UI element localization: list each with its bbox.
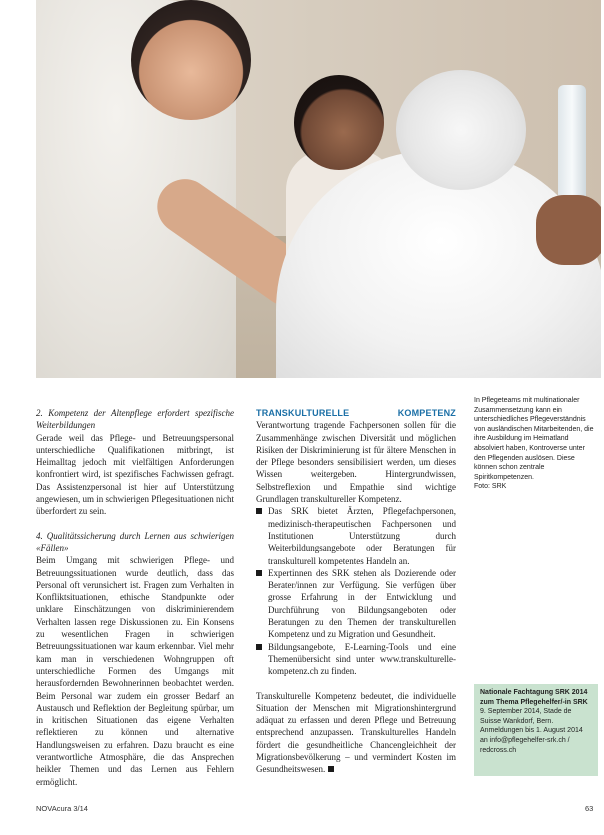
list-item: [256, 505, 456, 566]
bullet-list: [256, 505, 456, 677]
section-heading: TRANSKULTURELLE KOMPETENZ: [256, 408, 456, 418]
photo-credit: Foto: SRK: [474, 483, 507, 491]
end-mark-icon: [328, 766, 334, 772]
nurse-center-head: [294, 75, 384, 170]
bullet-square-icon: [256, 570, 262, 576]
subheading-kompetenz: 2. Kompetenz der Altenpflege erfordert spezifische Weiterbildungen: [36, 408, 234, 431]
patient-head: [396, 70, 526, 190]
intro-paragraph: [256, 407, 456, 505]
outro-paragraph: [256, 690, 456, 776]
footer-magazine: NOVAcura 3/14: [36, 804, 88, 813]
intro-text: Verantwortung tragende Fachpersonen sollen für die Zusammenhänge zwischen Diversität und möglichen Risiken der Diskriminierung ist für ältere Menschen in der Pflege besonders sensibilisiert werden, um dieses Wissen weitergeben. Hintergrundwissen, Selbstreflexion und Empathie sind wichtige Grundlagen transkultureller Kompetenz.: [256, 420, 456, 505]
subheading-qualitaet: 4. Qualitätssicherung durch Lernen aus schwierigen «Fällen»: [36, 530, 234, 553]
paragraph-kompetenz: Gerade weil das Pflege- und Betreuungspersonal unterschiedliche Qualifikationen mitbringt, ist Heimalltag jedoch mit vielfältigen Anforderungen konfrontiert wird, ist spezifisches Fachwissen gefragt. Das Assistenzpersonal ist hier auf Unterstützung angewiesen, um in schwierigen Pflegesituationen nicht überfordert zu sein.: [36, 432, 234, 517]
bullet-square-icon: [256, 508, 262, 514]
list-item: [256, 641, 456, 678]
nurse-left-head: [131, 0, 251, 120]
event-details: 9. September 2014, Stade de Suisse Wankdorf, Bern. Anmeldungen bis 1. August 2014 an info@pflegehelfer-srk.ch / redcross.ch: [480, 708, 583, 754]
event-info-box: [474, 684, 598, 776]
bullet-text: Expertinnen des SRK stehen als Dozierende oder Berater/innen zur Verfügung. Sie verfügen über grosse Erfahrung in der Entwicklung und Durchführung von Bildungsangeboten oder Beratungen zu den Themen der transkulturellen Kompetenz und zu Migration und Gesundheit.: [268, 567, 456, 640]
header-photo: [36, 0, 601, 378]
bullet-square-icon: [256, 644, 262, 650]
column-middle: [256, 407, 456, 776]
paragraph-qualitaet: Beim Umgang mit schwierigen Pflege- und Betreuungssituationen wurde deutlich, dass das Personal oft verunsichert ist. Fragen zum Verhalten in Konfliktsituationen, ethische Standpunkte oder unklare Einschätzungen von diskriminierendem Verhalten lassen rege Diskussionen zu. Ein Konsens zu wesentlichen Fragen in schwierigen Betreuungssituationen war kaum erkennbar. Viel mehr kam man in verschiedenen Wohngruppen oft unterschiedliche Formen des Umgangs mit herausfordernden Bewohnerinnen beobachtet werden. Beim Personal war zudem ein grosser Bedarf an Austausch und Reflektion der Begleitung spürbar, um in kritischen Situationen das eigene Verhalten reflektieren zu können und alternative Handlungsweisen zu erfahren. Dazu braucht es eine verantwortliche Atmosphäre, die das Ansprechen heikler Themen und das Lernen aus Fehlern ermöglicht.: [36, 555, 234, 787]
footer-page-number: 63: [585, 804, 594, 813]
event-title: Nationale Fachtagung SRK 2014 zum Thema Pflegehelfer/-in SRK: [480, 689, 588, 706]
bullet-text: Das SRK bietet Ärzten, Pflegefachpersonen, medizinisch-therapeutischen Fachpersonen und Institutionen Unterstützung durch Weiterbildungsangebote oder Beratungen für transkulturell kompetentes Handeln an.: [268, 506, 456, 566]
column-right: [474, 396, 598, 492]
outro-text: Transkulturelle Kompetenz bedeutet, die individuelle Situation der Menschen mit Migrationshintergrund adäquat zu erfassen und deren Pflege und Betreuung entsprechend anzupassen. Transkulturelles Handeln fördert die gesundheitliche Chancengleichheit der Migrationsbevölkerung – und vermindert Kosten im Gesundheitswesen.: [256, 690, 456, 775]
bullet-text: Bildungsangebote, E-Learning-Tools und eine Themenübersicht sind unter www.transkulturelle-kompetenz.ch zu finden.: [268, 641, 456, 677]
hand-on-shoulder: [536, 195, 601, 265]
column-left: [36, 407, 234, 788]
list-item: [256, 567, 456, 641]
photo-caption: In Pflegeteams mit multinationaler Zusammensetzung kann ein unterschiedliches Pflegeverständnis von ausländischen Mitarbeitenden, die ihre Ausbildung im Heimatland absolviert haben, Kontroverse unter den Pflegenden auslösen. Diese können schon zentrale Spiritkompetenzen.: [474, 397, 594, 481]
